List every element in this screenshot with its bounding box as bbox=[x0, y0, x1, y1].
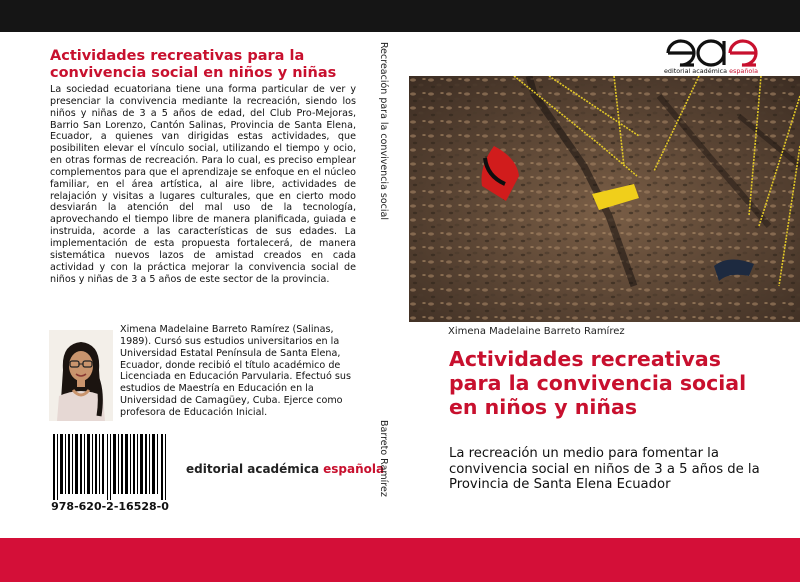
author-bio: Ximena Madelaine Barreto Ramírez (Salinas, 1989). Cursó sus estudios universitarios en la Universidad Estatal Península de Santa Elena, Ecuador, donde recibió el título académico de Licenciada en Educación Parvularia. Efectuó sus estudios de Maestría en Educación en la Universidad de Camagüey, Cuba. Ejerce como profesora de Educación Inicial. bbox=[120, 324, 351, 418]
bottom-red-band bbox=[0, 538, 800, 582]
front-subtitle: La recreación un medio para fomentar la convivencia social en niños de 3 a 5 años de la Provincia de Santa Elena Ecuador bbox=[449, 446, 760, 493]
logo-caption-main: editorial académica bbox=[663, 67, 728, 75]
front-author: Ximena Madelaine Barreto Ramírez bbox=[448, 326, 625, 337]
back-cover-description: La sociedad ecuatoriana tiene una forma particular de ver y presenciar la convivencia mediante la recreación, siendo los niños y niñas de 3 a 5 años de edad, del Club Pro-Mejoras, Barrio San Lorenzo, Cantón Salinas, Provincia de Santa Elena, Ecuador, a quienes van dirigidas estas actividades, que posibiliten elevar el vínculo social, utilizando el tiempo y ocio, en otras formas de recreación. Para lo cual, es preciso emplear complementos para que el aprendizaje se enfoque en el núcleo familiar, en el área artística, al aire libre, actividades de relajación y visitas a lugares culturales, que en cierto modo desviarán la atención del mal uso de la tecnología, aprovechando el tiempo libre de manera planificada, guiada e instruida, acorde a las características de sus edades. La implementación de esta propuesta fortalecerá, de manera sistemática nuevos lazos de amistad creados en cada actividad y con la práctica mejorar la convivencia social de niños y niñas de 3 a 5 años de este sector de la provincia. bbox=[50, 84, 356, 285]
spine-author: Barreto Ramírez bbox=[378, 420, 389, 497]
back-cover-title: Actividades recreativas para la convivencia social en niños y niñas bbox=[50, 48, 337, 81]
top-dark-band bbox=[0, 0, 800, 32]
logo-caption bbox=[656, 67, 766, 75]
cover-photo-swings bbox=[409, 76, 800, 322]
isbn-number: 978-620-2-16528-0 bbox=[51, 500, 169, 513]
publisher-name bbox=[186, 462, 384, 476]
author-photo bbox=[49, 330, 113, 421]
spine-title: Recreación para la convivencia social bbox=[378, 42, 389, 220]
logo-caption-accent: española bbox=[729, 67, 758, 75]
publisher-name-main: editorial académica bbox=[186, 462, 320, 476]
publisher-name-accent: española bbox=[323, 462, 385, 476]
front-title: Actividades recreativas para la convivencia social en niños y niñas bbox=[449, 347, 747, 419]
